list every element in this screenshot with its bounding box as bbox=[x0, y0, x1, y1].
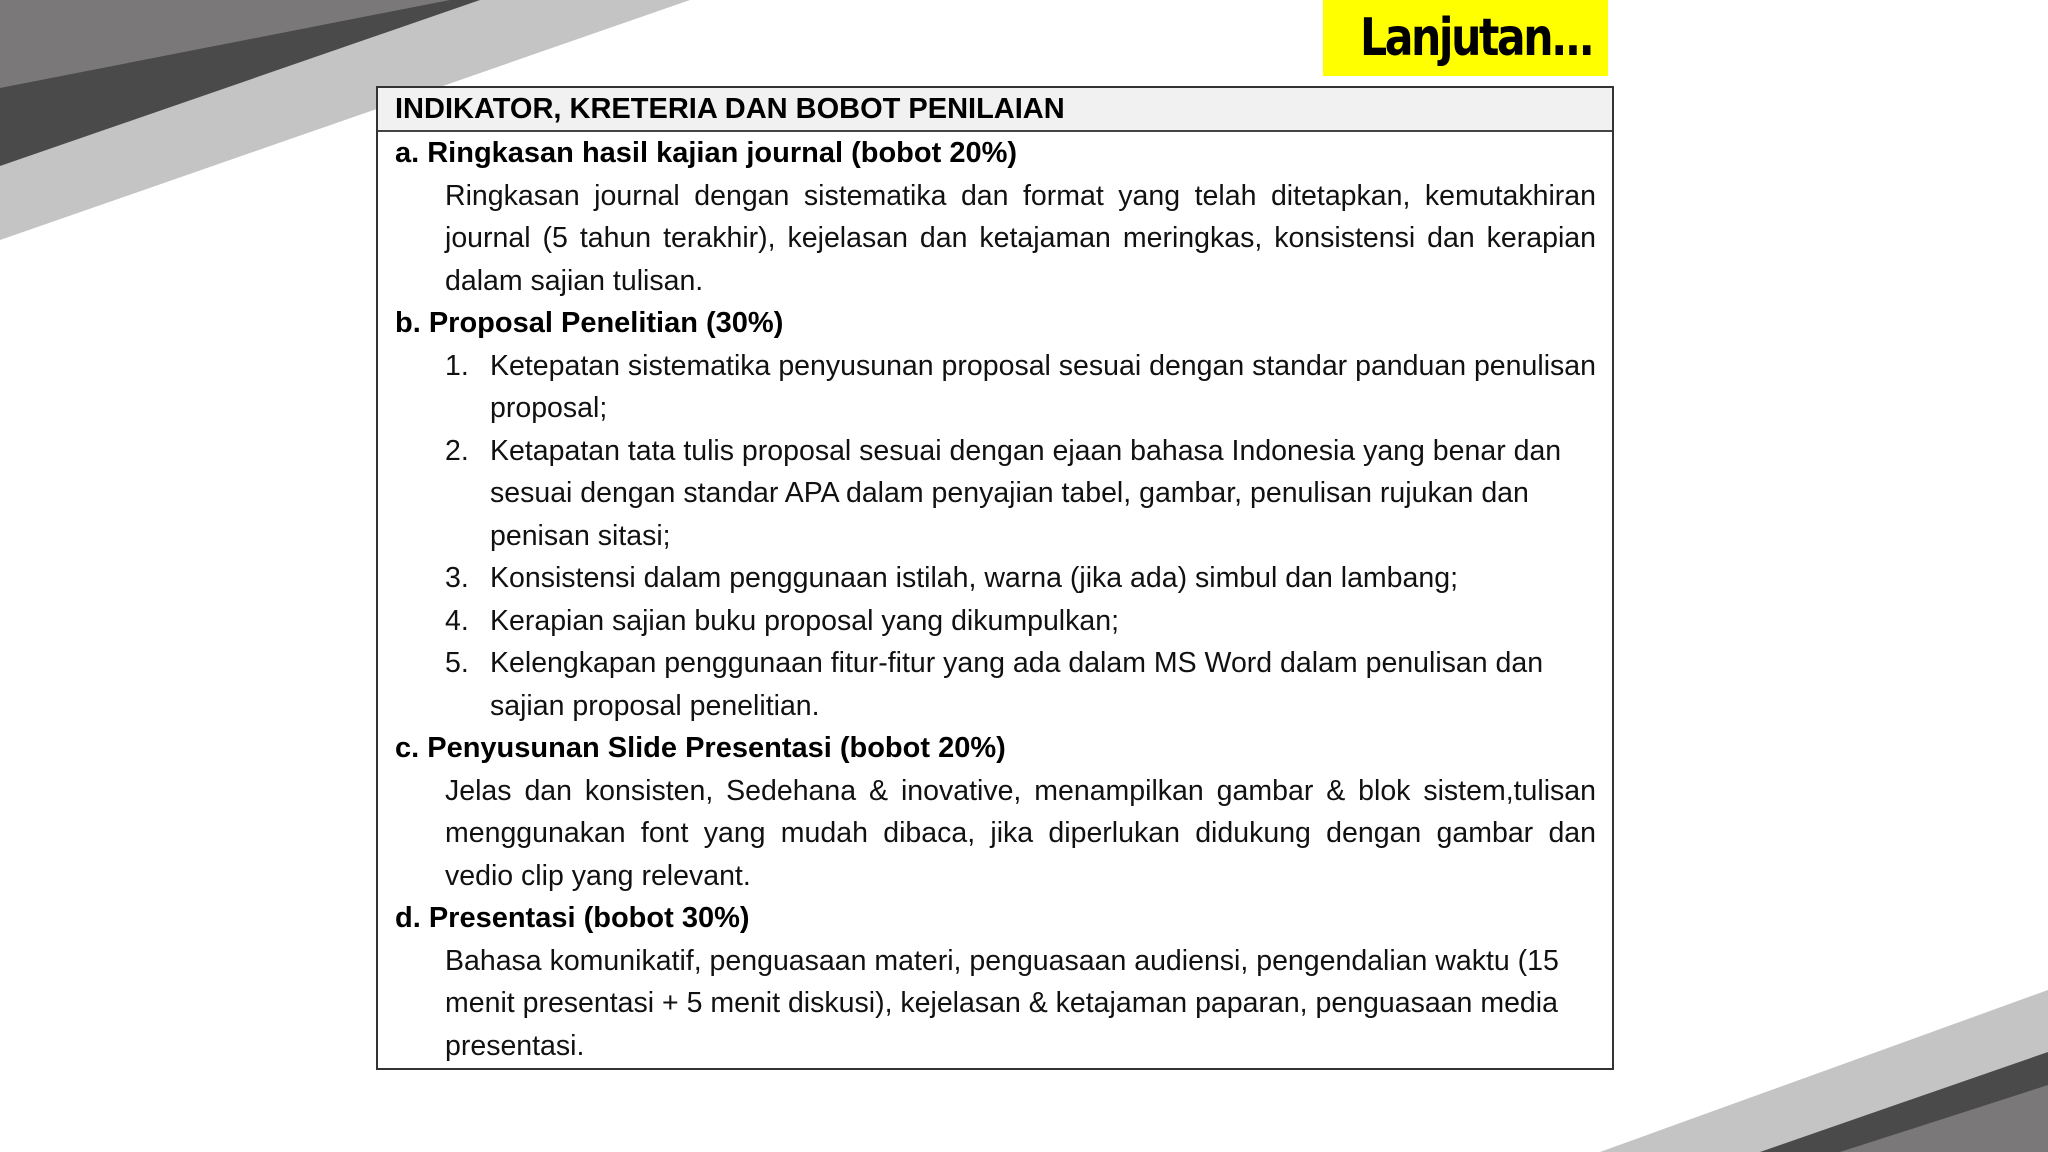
list-item bbox=[445, 430, 1596, 558]
section-a-text: Ringkasan journal dengan sistematika dan format yang telah ditetapkan, kemutakhiran journal (5 tahun terakhir), kejelasan dan ketajaman meringkas, konsistensi dan kerapian dalam sajian tulisan. bbox=[445, 179, 1596, 297]
section-d-text: Bahasa komunikatif, penguasaan materi, penguasaan audiensi, pengendalian waktu (15 menit presentasi + 5 menit diskusi), kejelasan & ketajaman paparan, penguasaan media presentasi. bbox=[445, 944, 1559, 1062]
table-header: INDIKATOR, KRETERIA DAN BOBOT PENILAIAN bbox=[378, 88, 1612, 132]
list-item-text: Ketepatan sistematika penyusunan proposal sesuai dengan standar panduan penulisan proposal; bbox=[490, 349, 1596, 424]
section-b-heading: b. Proposal Penelitian (30%) bbox=[395, 307, 784, 339]
section-c-heading: c. Penyusunan Slide Presentasi (bobot 20%) bbox=[395, 732, 1006, 764]
list-item-number: 4. bbox=[445, 604, 469, 637]
section-b-list bbox=[395, 345, 1596, 728]
list-item-text: Konsistensi dalam penggunaan istilah, warna (jika ada) simbul dan lambang; bbox=[490, 562, 1458, 594]
section-c-text: Jelas dan konsisten, Sedehana & inovative, menampilkan gambar & blok sistem,tulisan menggunakan font yang mudah dibaca, jika diperlukan didukung dengan gambar dan vedio clip yang relevant. bbox=[445, 774, 1596, 892]
table-body bbox=[378, 132, 1612, 1067]
list-item-text: Kerapian sajian buku proposal yang dikumpulkan; bbox=[490, 604, 1119, 637]
list-item-number: 1. bbox=[445, 349, 469, 382]
list-item-number: 5. bbox=[445, 647, 469, 679]
section-d-heading: d. Presentasi (bobot 30%) bbox=[395, 902, 750, 934]
criteria-table bbox=[376, 86, 1614, 1070]
slide-title: Lanjutan... bbox=[1359, 8, 1592, 68]
list-item bbox=[445, 600, 1596, 643]
list-item-text: Kelengkapan penggunaan fitur-fitur yang ada dalam MS Word dalam penulisan dan sajian proposal penelitian. bbox=[490, 647, 1544, 722]
list-item-number: 3. bbox=[445, 562, 469, 594]
list-item bbox=[445, 642, 1596, 727]
list-item-text: Ketapatan tata tulis proposal sesuai dengan ejaan bahasa Indonesia yang benar dan sesuai dengan standar APA dalam penyajian tabel, gambar, penulisan rujukan dan penisan sitasi; bbox=[490, 434, 1562, 552]
list-item-number: 2. bbox=[445, 434, 469, 467]
list-item bbox=[445, 557, 1596, 600]
section-a-heading: a. Ringkasan hasil kajian journal (bobot 20%) bbox=[395, 137, 1018, 169]
slide-title-badge bbox=[1323, 0, 1608, 76]
corner-stripes-bottom-right bbox=[1600, 990, 2048, 1152]
list-item bbox=[445, 345, 1596, 430]
